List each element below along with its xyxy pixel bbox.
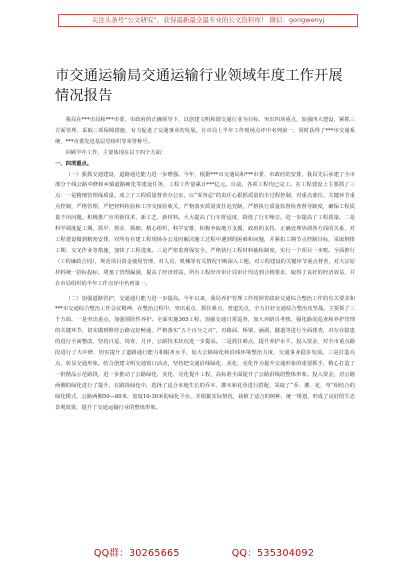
- body-paragraph: 我局在***市局和***市委、市政府的正确领导下，以创建文明和谐交通行业为目标，突出四项重点，加强四大建设，紧抓三方面管理，采取三项保障措施，有力促进了交通事业的发展。在市局上半年工作现场点评中名列第一，同时获得了***市交通系统、***市委先进基层党组织等荣誉称号。: [55, 117, 355, 145]
- document-body: [55, 115, 355, 413]
- qq-group-text: QQ群：30265665: [93, 548, 180, 559]
- promo-banner: 关注头条号“公文研究”，获得最新最全最专业的公文资料库！ 微信：gongwenyj: [58, 14, 358, 27]
- body-paragraph: （一）狠抓交通建设，道路通达能力进一步增强。今年，根据***市交通局和***市委、市政府的安排，我局先后承建了全市部分干线公路中修和乡镇道路硬化等建设任务，工程工作量累计***亿元。目前，各项工程均已完工。在工程建设上主要抓了三点：一是精细管理保质量。成立了工程质量督查办公室，以“零容忍”的责任心狠抓质量的全过程控制，对重点部位、关键环节重点控制，严格管理，严把材料检验和工序交接验收关，严格落实质量责任追究制，严格执行质量监督检查督导制度，确保工程质量不出问题。积极推广应用新技术、新工艺、新材料。大大提高了行车舒适度，降低了行车噪音。进一步提高了工程质量。二是科学调度促工期。抓早、抓实、抓细，精心组织，科学安排，积极争取地方支援，政府的支持，正确处理协调各方面的关系，对工程建设做到精密安排，对所有在建工程现场办公及时解决施工过程中遇到的困难和问题，并紧扣工期节点控制目标，采取倒排工期、交叉作业等措施，加快了工程进度。三是严密监督保安全。严格执行工程材料抽检制度，实行一个项目一本账。全面推行（工程廉政合同），规范项目资金使用管理，对人员、机械等有关情况不断深入工地。对工程建设的关键环节重点督查，对大宗原材料统一招标投标，堵塞了管理漏洞，提高了经济效益。所有工程经市审计局审计均达到合格要求，取得了良好的经济效益，并在市局组织的半年工作点评中名列第一。: [55, 171, 355, 287]
- body-paragraph: 回顾半年工作，主要体现在以下四个方面：: [65, 149, 167, 156]
- document-title: 市交通运输局交通运输行业领域年度工作开展情况报告: [55, 68, 343, 104]
- section-heading: 一、四项重点。: [55, 160, 93, 167]
- contact-footer: [0, 545, 408, 559]
- body-paragraph: （二）加强道路管护，交通通行能力进一步提高。今年以来，我局养护管理工作按照省政府交通综合整治工作的有关要求和***市交通综合整治工作会议精神，在整治过程中，突出重点、抓住难点，普道先点，全力打好交通综合整治攻坚战。主要抓了三个方面，一是突出重点，加强预防性养护。全面实施365工程，加强交通日常巡查，加大养路员考核，强化路况巡查和养护管理的关键环节，切实做到维持公路完好畅通，严格落实“五个百分之百”，对路面、桥梁、涵洞、隧道等进行全面排查，对存在隐患的进行全面整改，坚持日巡、周查、月评，公路技术状况进一步提高。二是抓住难点，提升养护水平。投入资金，对全市重点路段进行了大中修，切实提升了道路通行能力和服务水平，加大公路绿化和沿线环境整治力度，交通事业稳步发展。三是打造亮点，彰显交通形象。结合创建文明交通窗口活动，坚持把交通沿线绿化、美化、亮化作为提升交通形象的重要抓手，精心打造了一批精品示范路段，进一步推动了公路绿化、美化、亮化提升工程，高标准全面提升了公路沿线的整体形象。投入资金，对公路两侧的绿化进行了提升，在路段绿化中，选择了适合本地生长的乔木、灌木和花草进行搭配，采取了“乔、灌、花、草”相结合的绿化模式，公路两侧50—80米，宽度10-30米的绿化平台，并根据实际情况，栽植了适合的树种，统一规划，形成了良好的生态景观效果，提升了交通运输行业的整体形象。: [55, 295, 355, 411]
- qq-number-text: QQ：535304092: [231, 548, 315, 559]
